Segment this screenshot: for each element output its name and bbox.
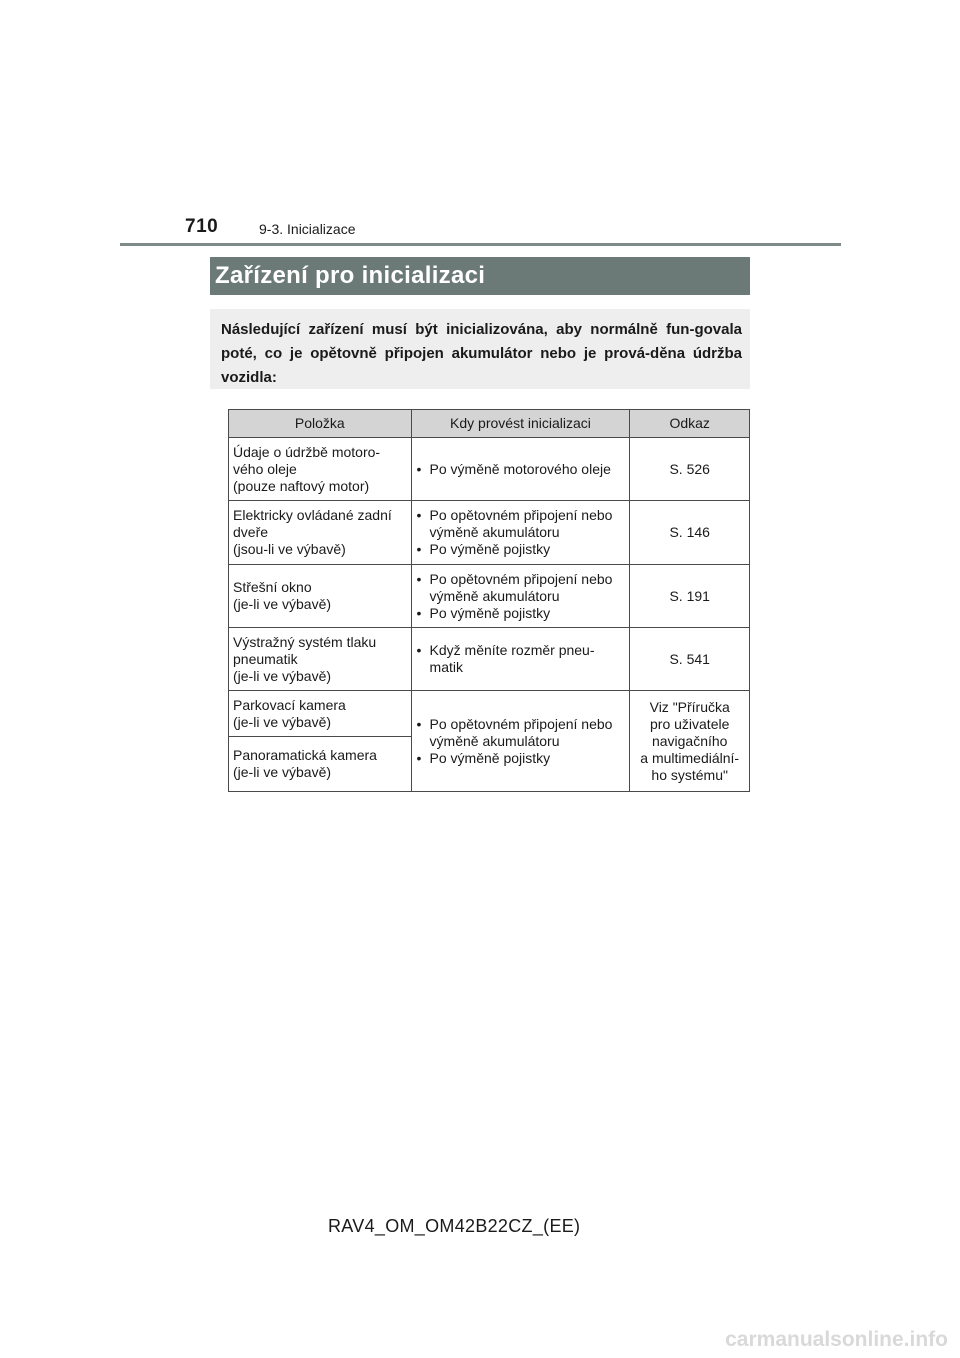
when-cell <box>411 438 630 501</box>
list-item: • Po výměně motorového oleje <box>416 461 626 478</box>
table-row <box>229 691 750 737</box>
header-divider <box>120 243 841 246</box>
item-cell: Parkovací kamera (je-li ve výbavě) <box>229 691 412 737</box>
reference-cell: S. 191 <box>630 565 750 628</box>
item-cell: Údaje o údržbě motoro- vého oleje (pouze naftový motor) <box>229 438 412 501</box>
when-cell <box>411 501 630 565</box>
table-row <box>229 565 750 628</box>
list-item: • Když měníte rozměr pneu-matik <box>416 642 626 676</box>
initialization-table <box>228 409 750 792</box>
when-list <box>416 507 626 558</box>
item-cell: Elektricky ovládané zadní dveře (jsou-li ve výbavě) <box>229 501 412 565</box>
list-item: • Po výměně pojistky <box>416 541 626 558</box>
reference-cell: Viz "Příručka pro uživatele navigačního a multimediální- ho systému" <box>630 691 750 792</box>
intro-box <box>210 309 750 389</box>
list-item: • Po opětovném připojení nebo výměně akumulátoru <box>416 507 626 541</box>
list-item: • Po opětovném připojení nebo výměně akumulátoru <box>416 571 626 605</box>
when-list <box>416 461 626 478</box>
page-number: 710 <box>185 216 219 237</box>
section-title-bar <box>210 257 750 295</box>
list-item: • Po výměně pojistky <box>416 750 626 767</box>
when-cell <box>411 691 630 792</box>
column-header-item: Položka <box>229 410 412 438</box>
column-header-when: Kdy provést inicializaci <box>411 410 630 438</box>
document-code: RAV4_OM_OM42B22CZ_(EE) <box>328 1216 581 1236</box>
table-header-row <box>229 410 750 438</box>
item-cell: Výstražný systém tlaku pneumatik (je-li ve výbavě) <box>229 628 412 691</box>
table-row <box>229 438 750 501</box>
column-header-reference: Odkaz <box>630 410 750 438</box>
when-list <box>416 716 626 767</box>
list-item: • Po opětovném připojení nebo výměně akumulátoru <box>416 716 626 750</box>
section-reference: 9-3. Inicializace <box>259 221 356 237</box>
table-row <box>229 501 750 565</box>
table-row <box>229 628 750 691</box>
intro-text: Následující zařízení musí být inicializována, aby normálně fun-govala poté, co je opětovně připojen akumulátor nebo je prová-děna údržba vozidla: <box>221 321 742 386</box>
watermark: carmanualsonline.info <box>725 1328 948 1351</box>
item-cell: Panoramatická kamera (je-li ve výbavě) <box>229 737 412 792</box>
when-cell <box>411 628 630 691</box>
when-cell <box>411 565 630 628</box>
when-list <box>416 571 626 622</box>
reference-cell: S. 541 <box>630 628 750 691</box>
reference-cell: S. 526 <box>630 438 750 501</box>
when-list <box>416 642 626 676</box>
item-cell: Střešní okno (je-li ve výbavě) <box>229 565 412 628</box>
section-title: Zařízení pro inicializaci <box>215 262 486 289</box>
reference-cell: S. 146 <box>630 501 750 565</box>
list-item: • Po výměně pojistky <box>416 605 626 622</box>
